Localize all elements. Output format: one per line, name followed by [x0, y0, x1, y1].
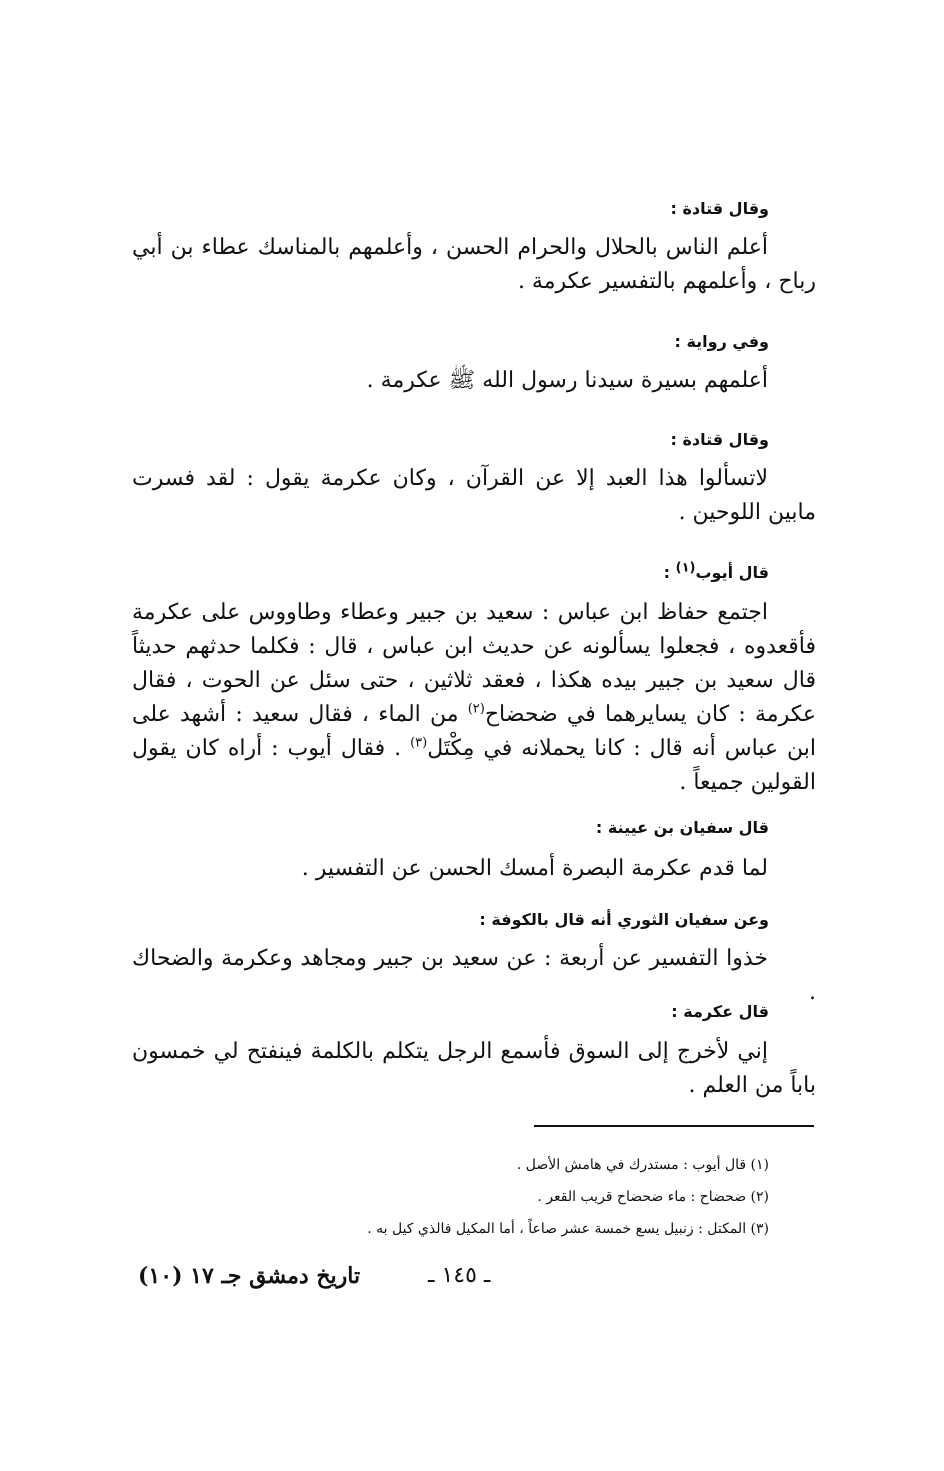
paragraph-ikrima: إني لأخرج إلى السوق فأسمع الرجل يتكلم بالكلمة فينفتح لي خمسون باباً من العلم .	[132, 1039, 816, 1098]
paragraph-part: اجتمع حفاظ ابن عباس : سعيد بن جبير وعطاء وطاووس على عكرمة فأقعدوه ، فجعلوا يسألونه عن حديث ابن عباس ، قال : فكلما حدثهم حديثاً قال سعيد بن جبير بيده هكذا ، فعقد ثلاثين ، حتى سئل عن الحوت ، فقال عكرمة : كان يسايرهما في ضحضاح	[132, 600, 816, 727]
paragraph-part: من الماء ، فقال سعيد : أشهد على ابن عباس أنه قال : كانا يحملانه في مِكْتَل	[132, 702, 817, 761]
footnote-separator	[534, 1125, 814, 1127]
heading-colon: :	[663, 563, 676, 582]
page-number: ـ ١٤٥ ـ	[428, 1263, 491, 1288]
section-heading-sufyan-uyayna: قال سفيان بن عيينة :	[595, 818, 769, 837]
heading-text: قال أيوب	[695, 563, 769, 582]
footnote-1: (١) قال أيوب : مستدرك في هامش الأصل .	[516, 1157, 769, 1173]
footnote-3: (٣) المكتل : زنبيل يسع خمسة عشر صاعاً ، أما المكيل فالذي كيل به .	[367, 1221, 769, 1237]
footnote-2: (٢) ضحضاح : ماء ضحضاح قريب القعر .	[537, 1189, 769, 1205]
section-heading-ayyub	[663, 560, 769, 583]
section-heading-qatada-2: وقال قتادة :	[670, 430, 769, 449]
section-heading-riwaya: وفي رواية :	[674, 332, 769, 351]
section-heading-sufyan-thawri: وعن سفيان الثوري أنه قال بالكوفة :	[479, 910, 769, 929]
book-title: تاريخ دمشق جـ ١٧ (١٠)	[138, 1263, 361, 1289]
paragraph-sufyan-thawri: خذوا التفسير عن أربعة : عن سعيد بن جبير ومجاهد وعكرمة والضحاك .	[132, 946, 816, 1005]
paragraph-qatada-1: أعلم الناس بالحلال والحرام الحسن ، وأعلمهم بالمناسك عطاء بن أبي رباح ، وأعلمهم بالتفسير عكرمة .	[132, 235, 816, 294]
footnote-ref-1: (١)	[675, 560, 696, 576]
footnote-ref-3: (٣)	[410, 735, 428, 751]
paragraph-riwaya: أعلمهم بسيرة سيدنا رسول الله ﷺ عكرمة .	[366, 368, 768, 393]
paragraph-sufyan-uyayna: لما قدم عكرمة البصرة أمسك الحسن عن التفسير .	[301, 856, 768, 881]
footnote-ref-2: (٢)	[467, 701, 485, 717]
section-heading-qatada-1: وقال قتادة :	[670, 199, 769, 218]
paragraph-qatada-2: لاتسألوا هذا العبد إلا عن القرآن ، وكان عكرمة يقول : لقد فسرت مابين اللوحين .	[132, 466, 816, 525]
section-heading-ikrima: قال عكرمة :	[671, 1002, 769, 1021]
paragraph-part: . فقال أيوب : أراه كان يقول القولين جميعاً .	[132, 736, 816, 795]
paragraph-ayyub	[132, 596, 816, 800]
